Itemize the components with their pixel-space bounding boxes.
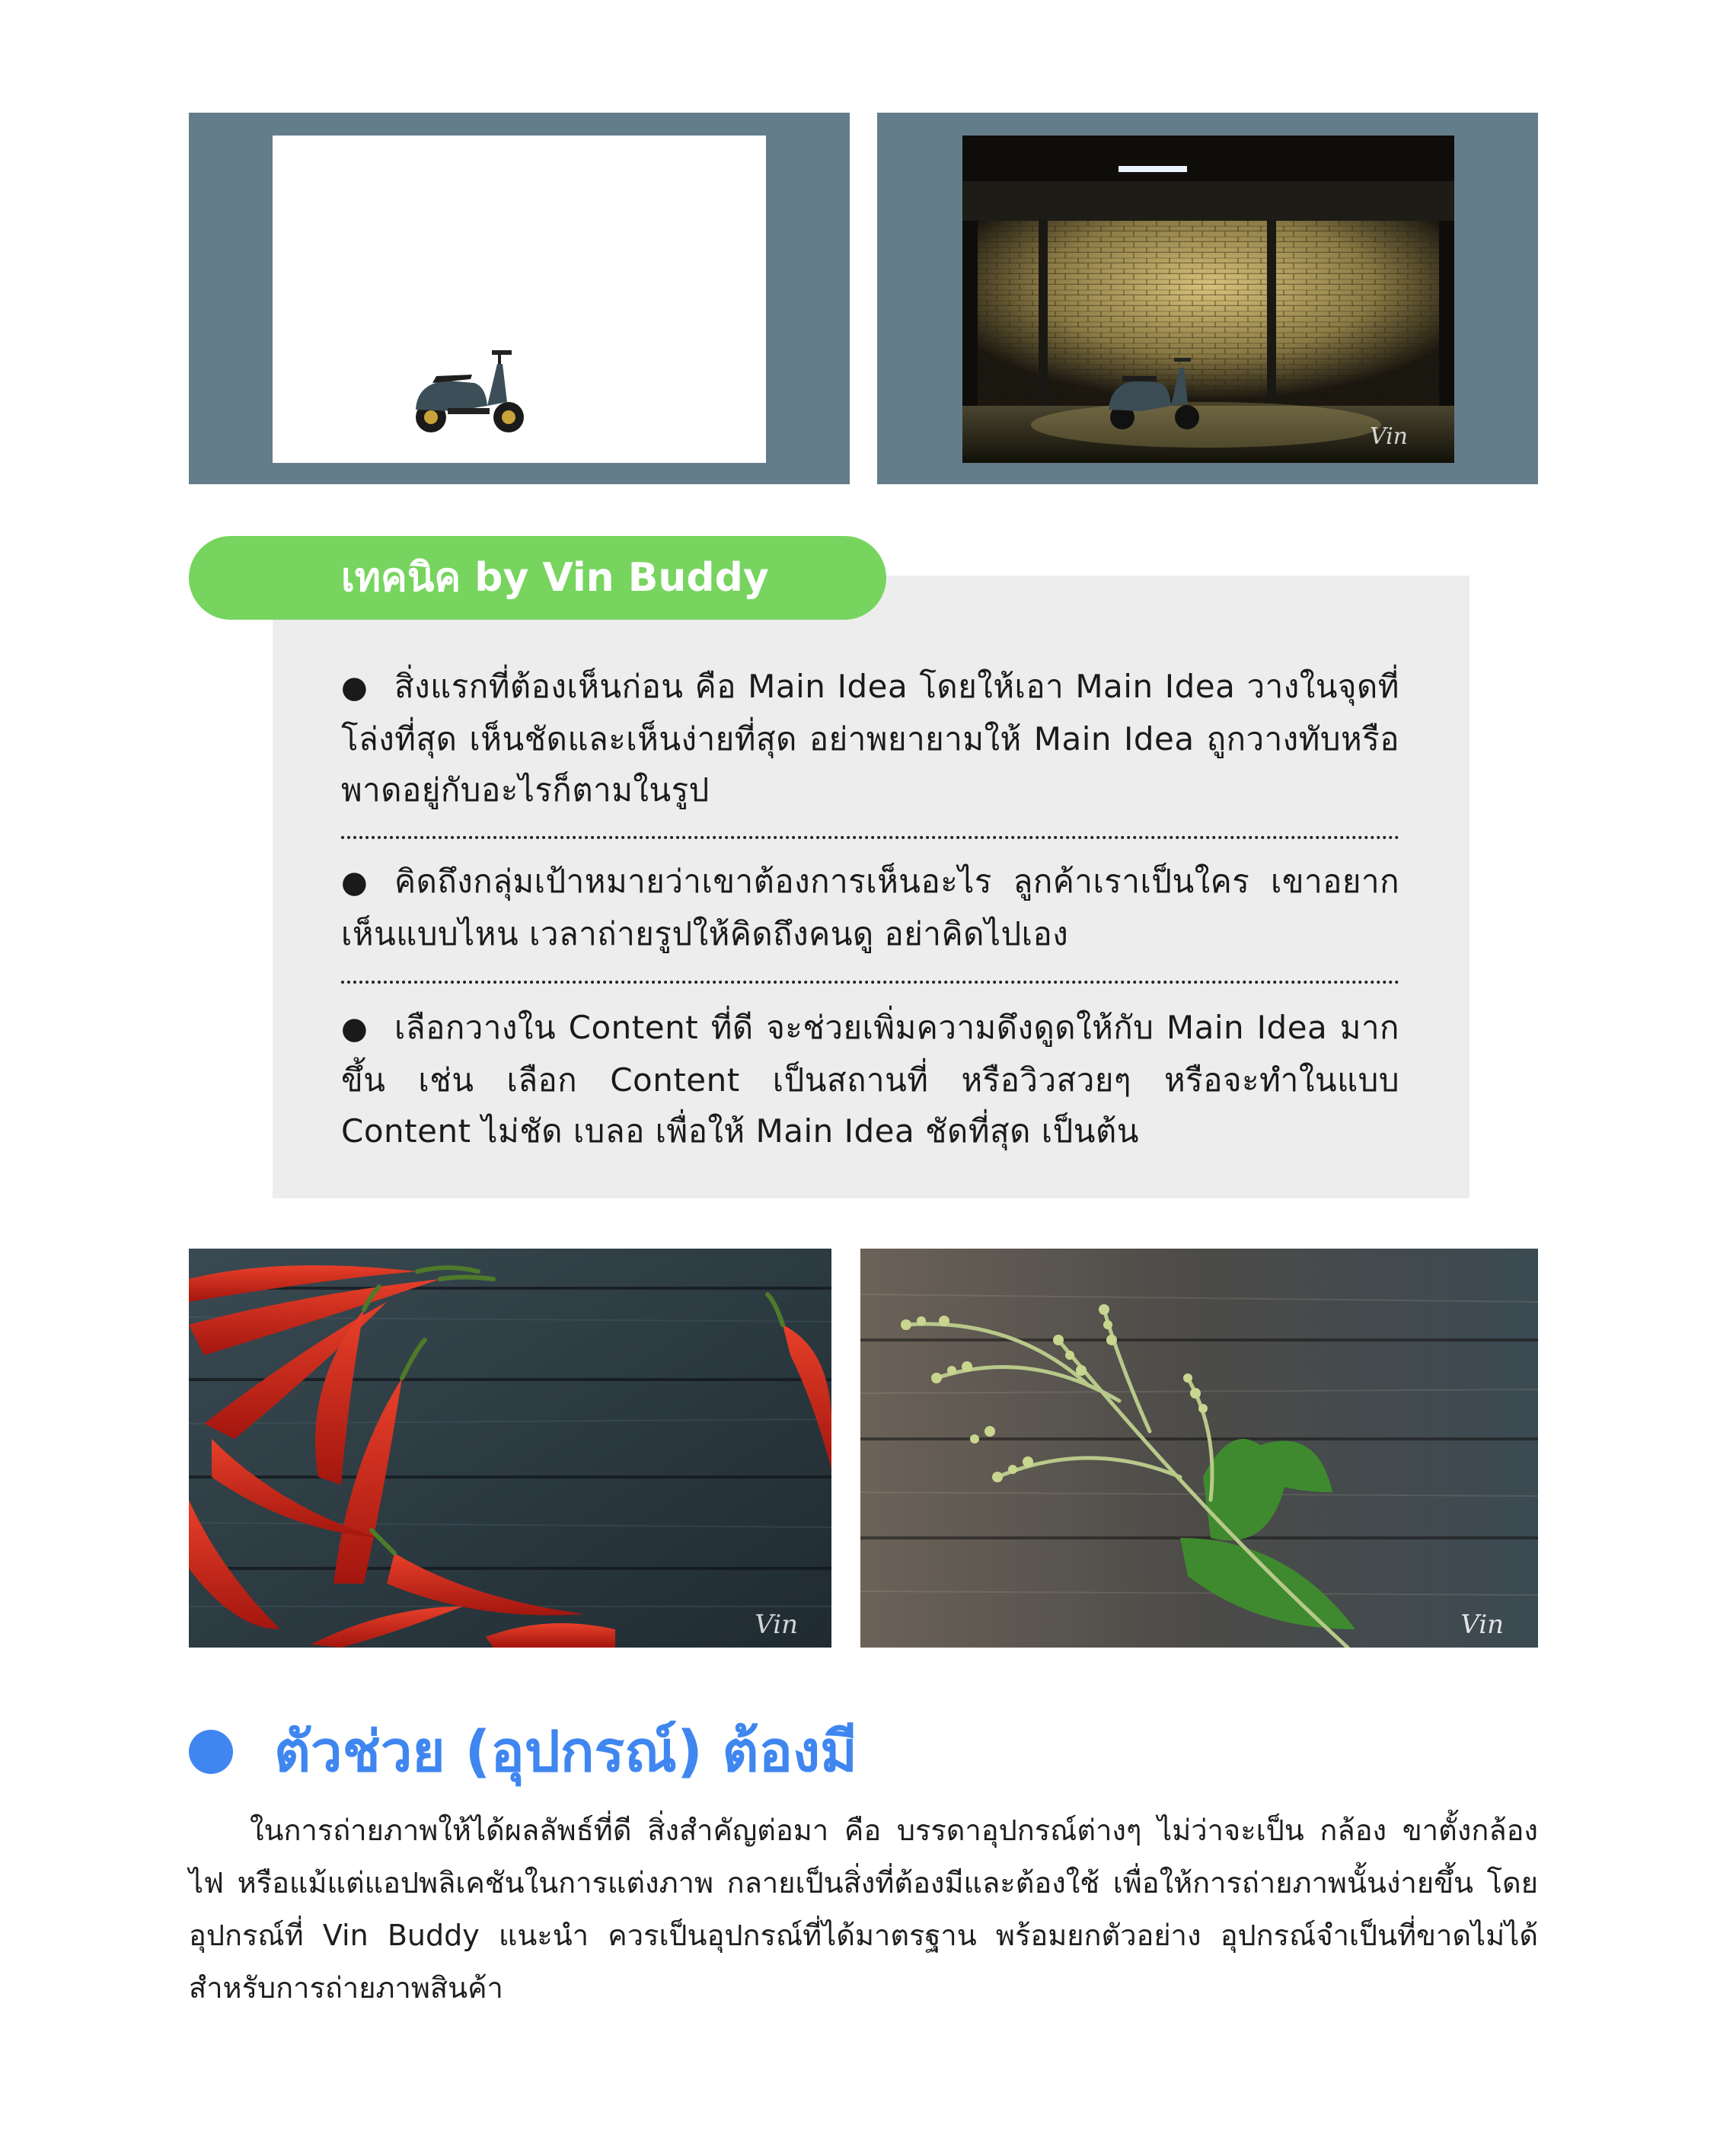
dotted-divider <box>341 981 1399 984</box>
bullet-icon: ● <box>341 865 369 900</box>
dotted-divider <box>341 836 1399 839</box>
white-backdrop-photo <box>273 136 766 463</box>
tip-item-text: คิดถึงกลุ่มเป้าหมายว่าเขาต้องการเห็นอะไร ลูกค้าเราเป็นใคร เขาอยากเห็นแบบไหน เวลาถ่ายรูปให้คิดถึงคนดู อย่าคิดไปเอง <box>341 863 1399 952</box>
tip-item-text: เลือกวางใน Content ที่ดี จะช่วยเพิ่มความดึงดูดให้กับ Main Idea มากขึ้น เช่น เลือก Content เป็นสถานที่ หรือวิวสวยๆ หรือจะทำในแบบ Content ไม่ชัด เบลอ เพื่อให้ Main Idea ชัดที่สุด เป็นต้น <box>341 1009 1399 1150</box>
tip-box <box>273 576 1470 1198</box>
tip-header-text: เทคนิค by Vin Buddy <box>341 555 769 601</box>
photo-panel-white-scooter <box>189 113 850 484</box>
bullet-icon: ● <box>341 1011 369 1046</box>
photo-panel-garage-scooter <box>877 113 1538 484</box>
section-title: ตัวช่วย (อุปกรณ์) ต้องมี <box>274 1719 857 1785</box>
tip-item-2 <box>341 856 1399 959</box>
tip-item-1 <box>341 661 1399 815</box>
watermark-vin: Vin <box>755 1609 798 1640</box>
tip-item-3 <box>341 1002 1399 1156</box>
watermark-vin: Vin <box>1369 423 1408 450</box>
garage-scooter-photo <box>962 136 1454 463</box>
section-paragraph: ในการถ่ายภาพให้ได้ผลลัพธ์ที่ดี สิ่งสำคัญต่อมา คือ บรรดาอุปกรณ์ต่างๆ ไม่ว่าจะเป็น กล้อง ขาตั้งกล้อง ไฟ หรือแม้แต่แอปพลิเคชันในการแต่งภาพ กลายเป็นสิ่งที่ต้องมีและต้องใช้ เพื่อให้การถ่ายภาพนั้นง่ายขึ้น โดยอุปกรณ์ที่ Vin Buddy แนะนำ ควรเป็นอุปกรณ์ที่ได้มาตรฐาน พร้อมยกตัวอย่าง อุปกรณ์จำเป็นที่ขาดไม่ได้สำหรับการถ่ายภาพสินค้า <box>189 1814 1538 2005</box>
tip-header-pill <box>189 536 886 620</box>
chili-photo <box>189 1249 831 1648</box>
bullet-icon: ● <box>341 670 369 705</box>
scooter-image <box>402 341 531 440</box>
watermark-vin: Vin <box>1460 1609 1504 1640</box>
tip-item-text: สิ่งแรกที่ต้องเห็นก่อน คือ Main Idea โดยให้เอา Main Idea วางในจุดที่โล่งที่สุด เห็นชัดและเห็นง่ายที่สุด อย่าพยายามให้ Main Idea ถูกวางทับหรือพาดอยู่กับอะไรก็ตามในรูป <box>341 668 1399 809</box>
basil-photo <box>860 1249 1538 1648</box>
section-bullet-dot <box>189 1730 233 1774</box>
